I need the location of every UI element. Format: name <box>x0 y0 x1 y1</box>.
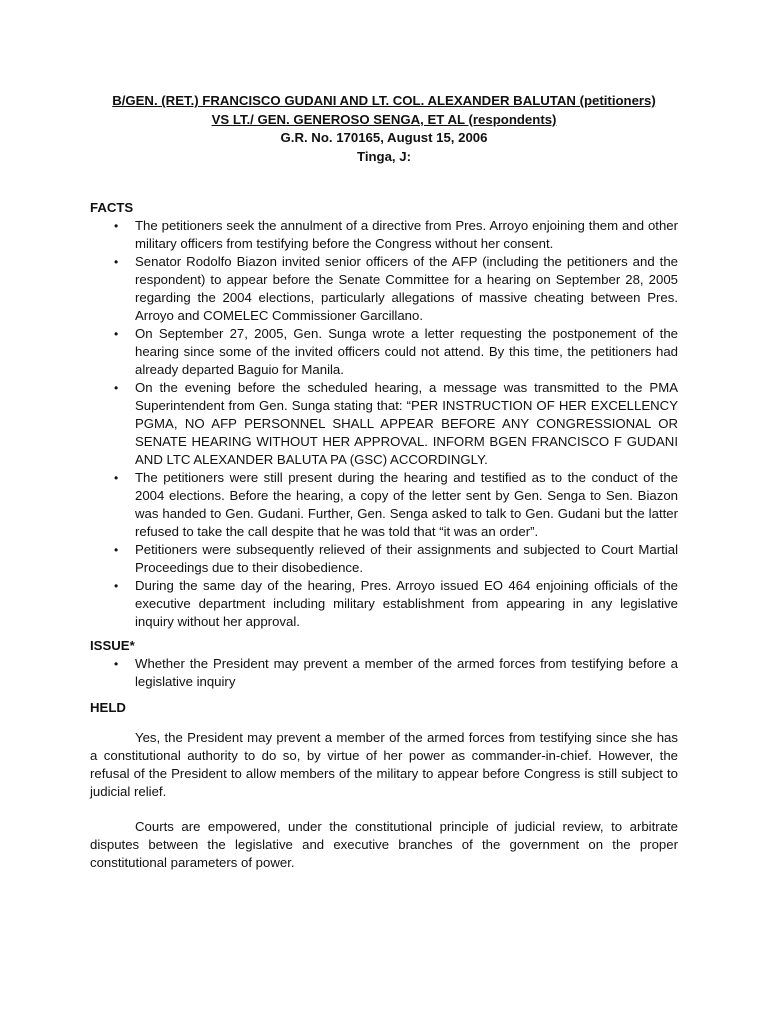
case-title-respondents: VS LT./ GEN. GENEROSO SENGA, ET AL (respondents) <box>211 111 557 127</box>
held-paragraph: Yes, the President may prevent a member of the armed forces from testifying since she has a constitutional authority to do so, by virtue of her power as commander-in-chief. However, the refusal of the President to allow members of the military to appear before Congress is still subject to judicial relief. <box>90 730 678 799</box>
list-item: • Petitioners were subsequently relieved of their assignments and subjected to Court Martial Proceedings due to their disobedience. <box>114 542 678 575</box>
facts-heading: FACTS <box>90 200 134 215</box>
list-item: • On the evening before the scheduled hearing, a message was transmitted to the PMA Superintendent from Gen. Sunga stating that: “PER INSTRUCTION OF HER EXCELLENCY PGMA, NO AFP PERSONNEL SHALL APPEAR BEFORE ANY CONGRESSIONAL OR SENATE HEARING WITHOUT HER APPROVAL. INFORM BGEN FRANCISCO F GUDANI AND LTC ALEXANDER BALUTA PA (GSC) ACCORDINGLY. <box>114 380 678 467</box>
held-heading: HELD <box>90 700 126 715</box>
bullet-icon: • <box>114 543 119 557</box>
bullet-icon: • <box>114 381 119 395</box>
case-title-petitioners: B/GEN. (RET.) FRANCISCO GUDANI AND LT. COL. ALEXANDER BALUTAN (petitioners) <box>112 93 656 108</box>
held-paragraph: Courts are empowered, under the constitutional principle of judicial review, to arbitrate disputes between the legislative and executive branches of the government on the proper constitutional parameters of power. <box>90 819 678 870</box>
facts-list <box>90 217 678 631</box>
list-item: • Senator Rodolfo Biazon invited senior officers of the AFP (including the petitioners and the respondent) to appear before the Senate Committee for a hearing on September 28, 2005 regarding the 2004 elections, particularly allegations of massive cheating between Pres. Arroyo and COMELEC Commissioner Garcillano. <box>114 254 678 323</box>
list-item: • The petitioners were still present during the hearing and testified as to the conduct of the 2004 elections. Before the hearing, a copy of the letter sent by Gen. Senga to Sen. Biazon was handed to Gen. Gudani. Further, Gen. Senga asked to talk to Gen. Gudani but the latter refused to take the call despite that he was told that “it was an order”. <box>114 470 678 539</box>
bullet-icon: • <box>114 657 119 671</box>
list-item: • Whether the President may prevent a member of the armed forces from testifying before a legislative inquiry <box>114 656 678 689</box>
list-item: • During the same day of the hearing, Pres. Arroyo issued EO 464 enjoining officials of the executive department including military establishment from appearing in any legislative inquiry without her approval. <box>114 578 678 629</box>
bullet-icon: • <box>114 471 119 485</box>
bullet-icon: • <box>114 255 119 269</box>
issue-list <box>90 655 678 691</box>
case-ponente: Tinga, J: <box>357 148 411 164</box>
bullet-icon: • <box>114 327 119 341</box>
document-page <box>90 92 678 872</box>
issue-heading: ISSUE* <box>90 638 135 653</box>
bullet-icon: • <box>114 219 119 233</box>
case-gr-number: G.R. No. 170165, August 15, 2006 <box>280 130 488 145</box>
list-item: • On September 27, 2005, Gen. Sunga wrote a letter requesting the postponement of the hearing since some of the invited officers could not attend. By this time, the petitioners had already departed Baguio for Manila. <box>114 326 678 377</box>
bullet-icon: • <box>114 579 119 593</box>
case-title-block <box>90 92 678 166</box>
list-item: • The petitioners seek the annulment of a directive from Pres. Arroyo enjoining them and other military officers from testifying before the Congress without her consent. <box>114 218 678 251</box>
